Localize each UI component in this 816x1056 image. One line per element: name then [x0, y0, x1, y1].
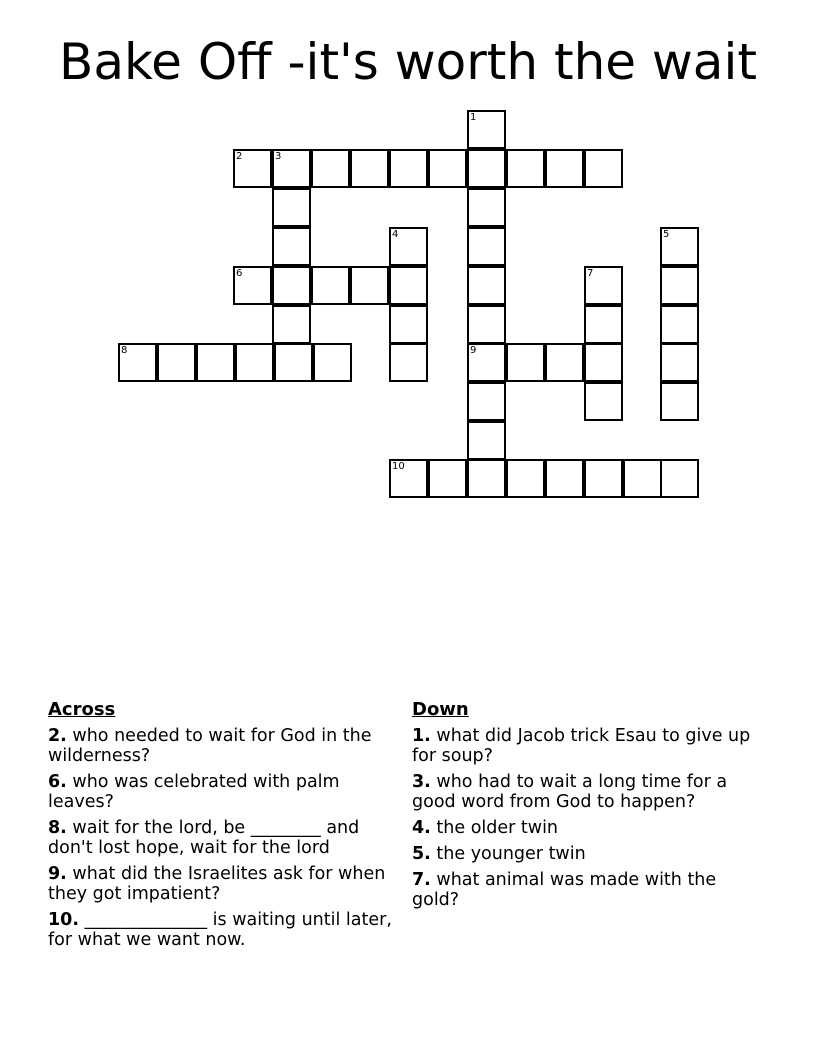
across-clue: [48, 910, 404, 950]
clue-number-label: 3: [275, 151, 282, 162]
clue-number: 3.: [412, 772, 431, 792]
clue-number-label: 9: [470, 345, 477, 356]
grid-cell[interactable]: [467, 421, 506, 460]
grid-cell[interactable]: [467, 266, 506, 305]
grid-cell[interactable]: [118, 343, 157, 382]
grid-cell[interactable]: [584, 382, 623, 421]
grid-cell[interactable]: [506, 343, 545, 382]
clue-text: what animal was made with the gold?: [412, 870, 717, 910]
clue-text: who needed to wait for God in the wilderness?: [48, 726, 372, 766]
grid-cell[interactable]: [272, 305, 311, 344]
down-heading: Down: [412, 699, 469, 720]
clue-number: 7.: [412, 870, 431, 890]
clue-text: what did the Israelites ask for when they got impatient?: [48, 864, 386, 904]
grid-cell[interactable]: [660, 227, 699, 266]
grid-cell[interactable]: [311, 266, 350, 305]
grid-cell[interactable]: [584, 459, 623, 498]
grid-cell[interactable]: [506, 459, 545, 498]
clue-text: who had to wait a long time for a good word from God to happen?: [412, 772, 728, 812]
grid-cell[interactable]: [467, 110, 506, 149]
grid-cell[interactable]: [623, 459, 662, 498]
clue-number-label: 2: [236, 151, 243, 162]
grid-cell[interactable]: [350, 149, 389, 188]
grid-cell[interactable]: [233, 149, 272, 188]
grid-cell[interactable]: [313, 343, 352, 382]
clue-number-label: 10: [392, 461, 405, 472]
grid-cell[interactable]: [545, 149, 584, 188]
clue-number: 5.: [412, 844, 431, 864]
clue-number-label: 1: [470, 112, 477, 123]
clue-text: ______________ is waiting until later, for what we want now.: [48, 910, 392, 950]
down-clue: [412, 844, 762, 864]
down-clues: [412, 700, 762, 916]
grid-cell[interactable]: [272, 149, 311, 188]
grid-cell[interactable]: [389, 305, 428, 344]
grid-cell[interactable]: [660, 382, 699, 421]
grid-cell[interactable]: [584, 266, 623, 305]
grid-cell[interactable]: [272, 188, 311, 227]
across-clues: [48, 700, 404, 956]
across-clue: [48, 864, 404, 904]
clue-number: 9.: [48, 864, 67, 884]
grid-cell[interactable]: [233, 266, 272, 305]
grid-cell[interactable]: [389, 149, 428, 188]
grid-cell[interactable]: [389, 343, 428, 382]
grid-cell[interactable]: [467, 227, 506, 266]
grid-cell[interactable]: [235, 343, 274, 382]
clue-number: 2.: [48, 726, 67, 746]
grid-cell[interactable]: [274, 343, 313, 382]
grid-cell[interactable]: [467, 305, 506, 344]
grid-cell[interactable]: [389, 227, 428, 266]
grid-cell[interactable]: [467, 459, 506, 498]
grid-cell[interactable]: [660, 343, 699, 382]
across-clue: [48, 772, 404, 812]
grid-cell[interactable]: [428, 149, 467, 188]
across-clue: [48, 726, 404, 766]
clue-text: wait for the lord, be ________ and don't lost hope, wait for the lord: [48, 818, 360, 858]
grid-cell[interactable]: [428, 459, 467, 498]
puzzle-title: Bake Off -it's worth the wait: [59, 33, 757, 91]
grid-cell[interactable]: [196, 343, 235, 382]
across-clue: [48, 818, 404, 858]
grid-cell[interactable]: [389, 459, 428, 498]
grid-cell[interactable]: [272, 227, 311, 266]
down-clue: [412, 818, 762, 838]
clue-number: 6.: [48, 772, 67, 792]
grid-cell[interactable]: [545, 343, 584, 382]
clue-number-label: 4: [392, 229, 399, 240]
grid-cell[interactable]: [584, 305, 623, 344]
across-heading: Across: [48, 699, 116, 720]
grid-cell[interactable]: [545, 459, 584, 498]
grid-cell[interactable]: [584, 149, 623, 188]
clue-text: the older twin: [436, 818, 559, 838]
grid-cell[interactable]: [660, 305, 699, 344]
clue-number-label: 7: [587, 268, 594, 279]
clue-number-label: 5: [663, 229, 670, 240]
clue-number: 10.: [48, 910, 80, 930]
grid-cell[interactable]: [467, 382, 506, 421]
grid-cell[interactable]: [467, 188, 506, 227]
clue-text: who was celebrated with palm leaves?: [48, 772, 340, 812]
clue-number: 8.: [48, 818, 67, 838]
grid-cell[interactable]: [506, 149, 545, 188]
grid-cell[interactable]: [584, 343, 623, 382]
grid-cell[interactable]: [389, 266, 428, 305]
down-clue: [412, 870, 762, 910]
clue-number-label: 6: [236, 268, 243, 279]
down-clue: [412, 726, 762, 766]
grid-cell[interactable]: [660, 459, 699, 498]
clue-number-label: 8: [121, 345, 128, 356]
clue-number: 1.: [412, 726, 431, 746]
grid-cell[interactable]: [157, 343, 196, 382]
clue-text: what did Jacob trick Esau to give up for soup?: [412, 726, 751, 766]
clue-number: 4.: [412, 818, 431, 838]
down-clue: [412, 772, 762, 812]
clue-text: the younger twin: [436, 844, 586, 864]
grid-cell[interactable]: [467, 343, 506, 382]
grid-cell[interactable]: [272, 266, 311, 305]
grid-cell[interactable]: [467, 149, 506, 188]
grid-cell[interactable]: [350, 266, 389, 305]
grid-cell[interactable]: [311, 149, 350, 188]
grid-cell[interactable]: [660, 266, 699, 305]
